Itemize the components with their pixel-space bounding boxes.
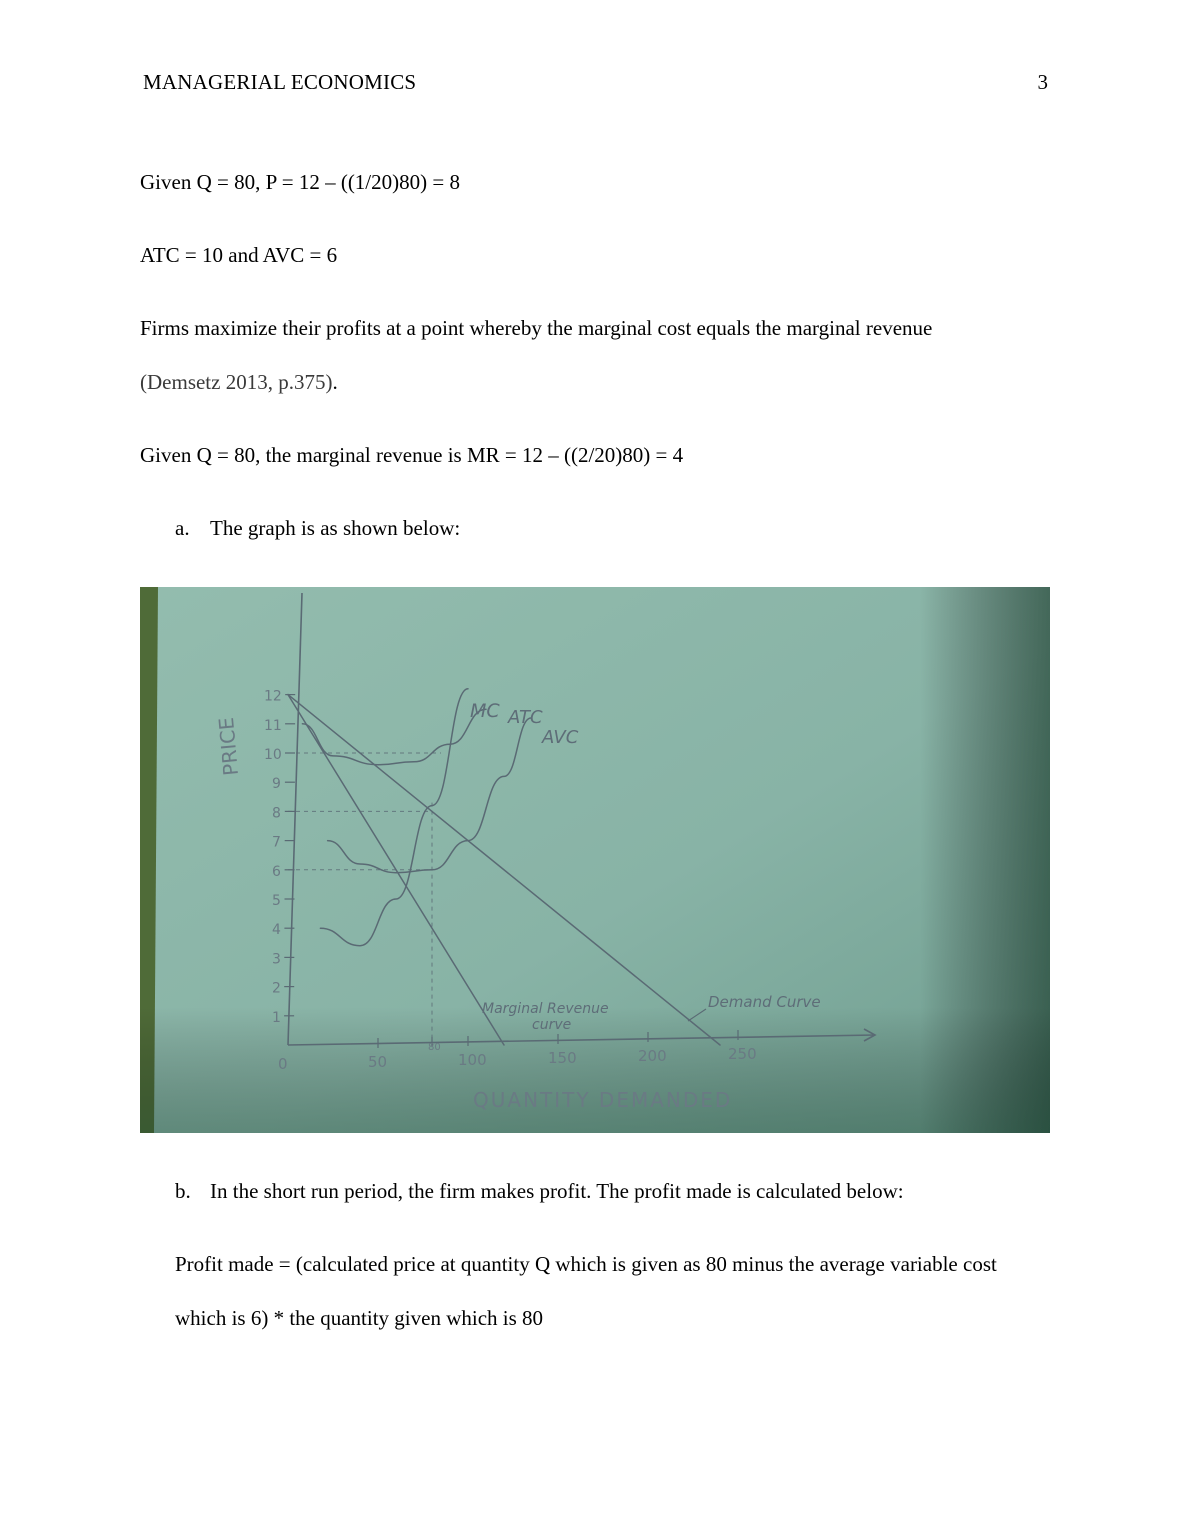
page-header [143,70,1048,98]
profit-maximization-paragraph [140,301,1050,409]
y-tick-label: 11 [264,717,282,734]
y-tick-label: 6 [272,863,281,880]
x-tick-label: 0 [278,1055,288,1073]
price-calculation-line: Given Q = 80, P = 12 – ((1/20)80) = 8 [140,170,460,194]
avc-label: AVC [542,727,579,748]
citation: (Demsetz 2013, p.375) [140,370,333,394]
demand-label: Demand Curve [708,993,821,1011]
page-number: 3 [1037,70,1048,94]
mr-label-line1: Marginal Revenue [482,1001,609,1017]
atc-label: ATC [508,707,543,728]
x-tick-label: 100 [458,1051,487,1069]
x-tick-label: 150 [548,1049,577,1067]
paragraph-end: . [332,370,338,394]
y-tick-label: 10 [264,747,282,763]
x-tick-label: 50 [368,1053,388,1071]
y-tick-label: 1 [272,1009,281,1026]
x-tick-label: 200 [638,1047,667,1065]
graph-svg [140,587,1050,1133]
list-item-a-text: The graph is as shown below: [210,516,461,540]
bottom-shadow [140,1007,1050,1133]
running-head: MANAGERIAL ECONOMICS [143,70,417,94]
y-tick-label: 2 [272,980,281,997]
list-marker-a: a. [175,516,190,540]
y-tick-label: 5 [272,893,281,909]
mr-label-line2: curve [532,1017,572,1033]
x-tick-label: 80 [428,1041,441,1053]
y-axis-label: PRICE [213,716,243,777]
list-item-a [175,513,1050,543]
cost-values-line: ATC = 10 and AVC = 6 [140,243,338,267]
marginal-revenue-line: Given Q = 80, the marginal revenue is MR = 12 – ((2/20)80) = 4 [140,443,684,467]
list-marker-b: b. [175,1179,191,1203]
y-tick-label: 3 [272,951,281,968]
y-tick-label: 7 [272,834,281,851]
list-item-b-text: In the short run period, the firm makes profit. The profit made is calculated below: [210,1179,904,1203]
y-tick-label: 4 [272,922,281,939]
x-tick-label: 250 [728,1045,757,1063]
mc-label: MC [470,700,500,722]
y-tick-label: 9 [272,776,281,793]
y-tick-label: 12 [264,688,282,705]
x-axis-label: QUANTITY DEMANDED [473,1088,733,1112]
y-tick-label: 8 [272,805,281,822]
list-item-b [175,1176,1050,1206]
paragraph-text: Firms maximize their profits at a point whereby the marginal cost equals the marginal revenue [140,316,933,340]
profit-paragraph: Profit made = (calculated price at quantity Q which is given as 80 minus the average variable cost which is 6) * the quantity given which is 80 [175,1252,997,1330]
graph-photo [140,587,1050,1133]
